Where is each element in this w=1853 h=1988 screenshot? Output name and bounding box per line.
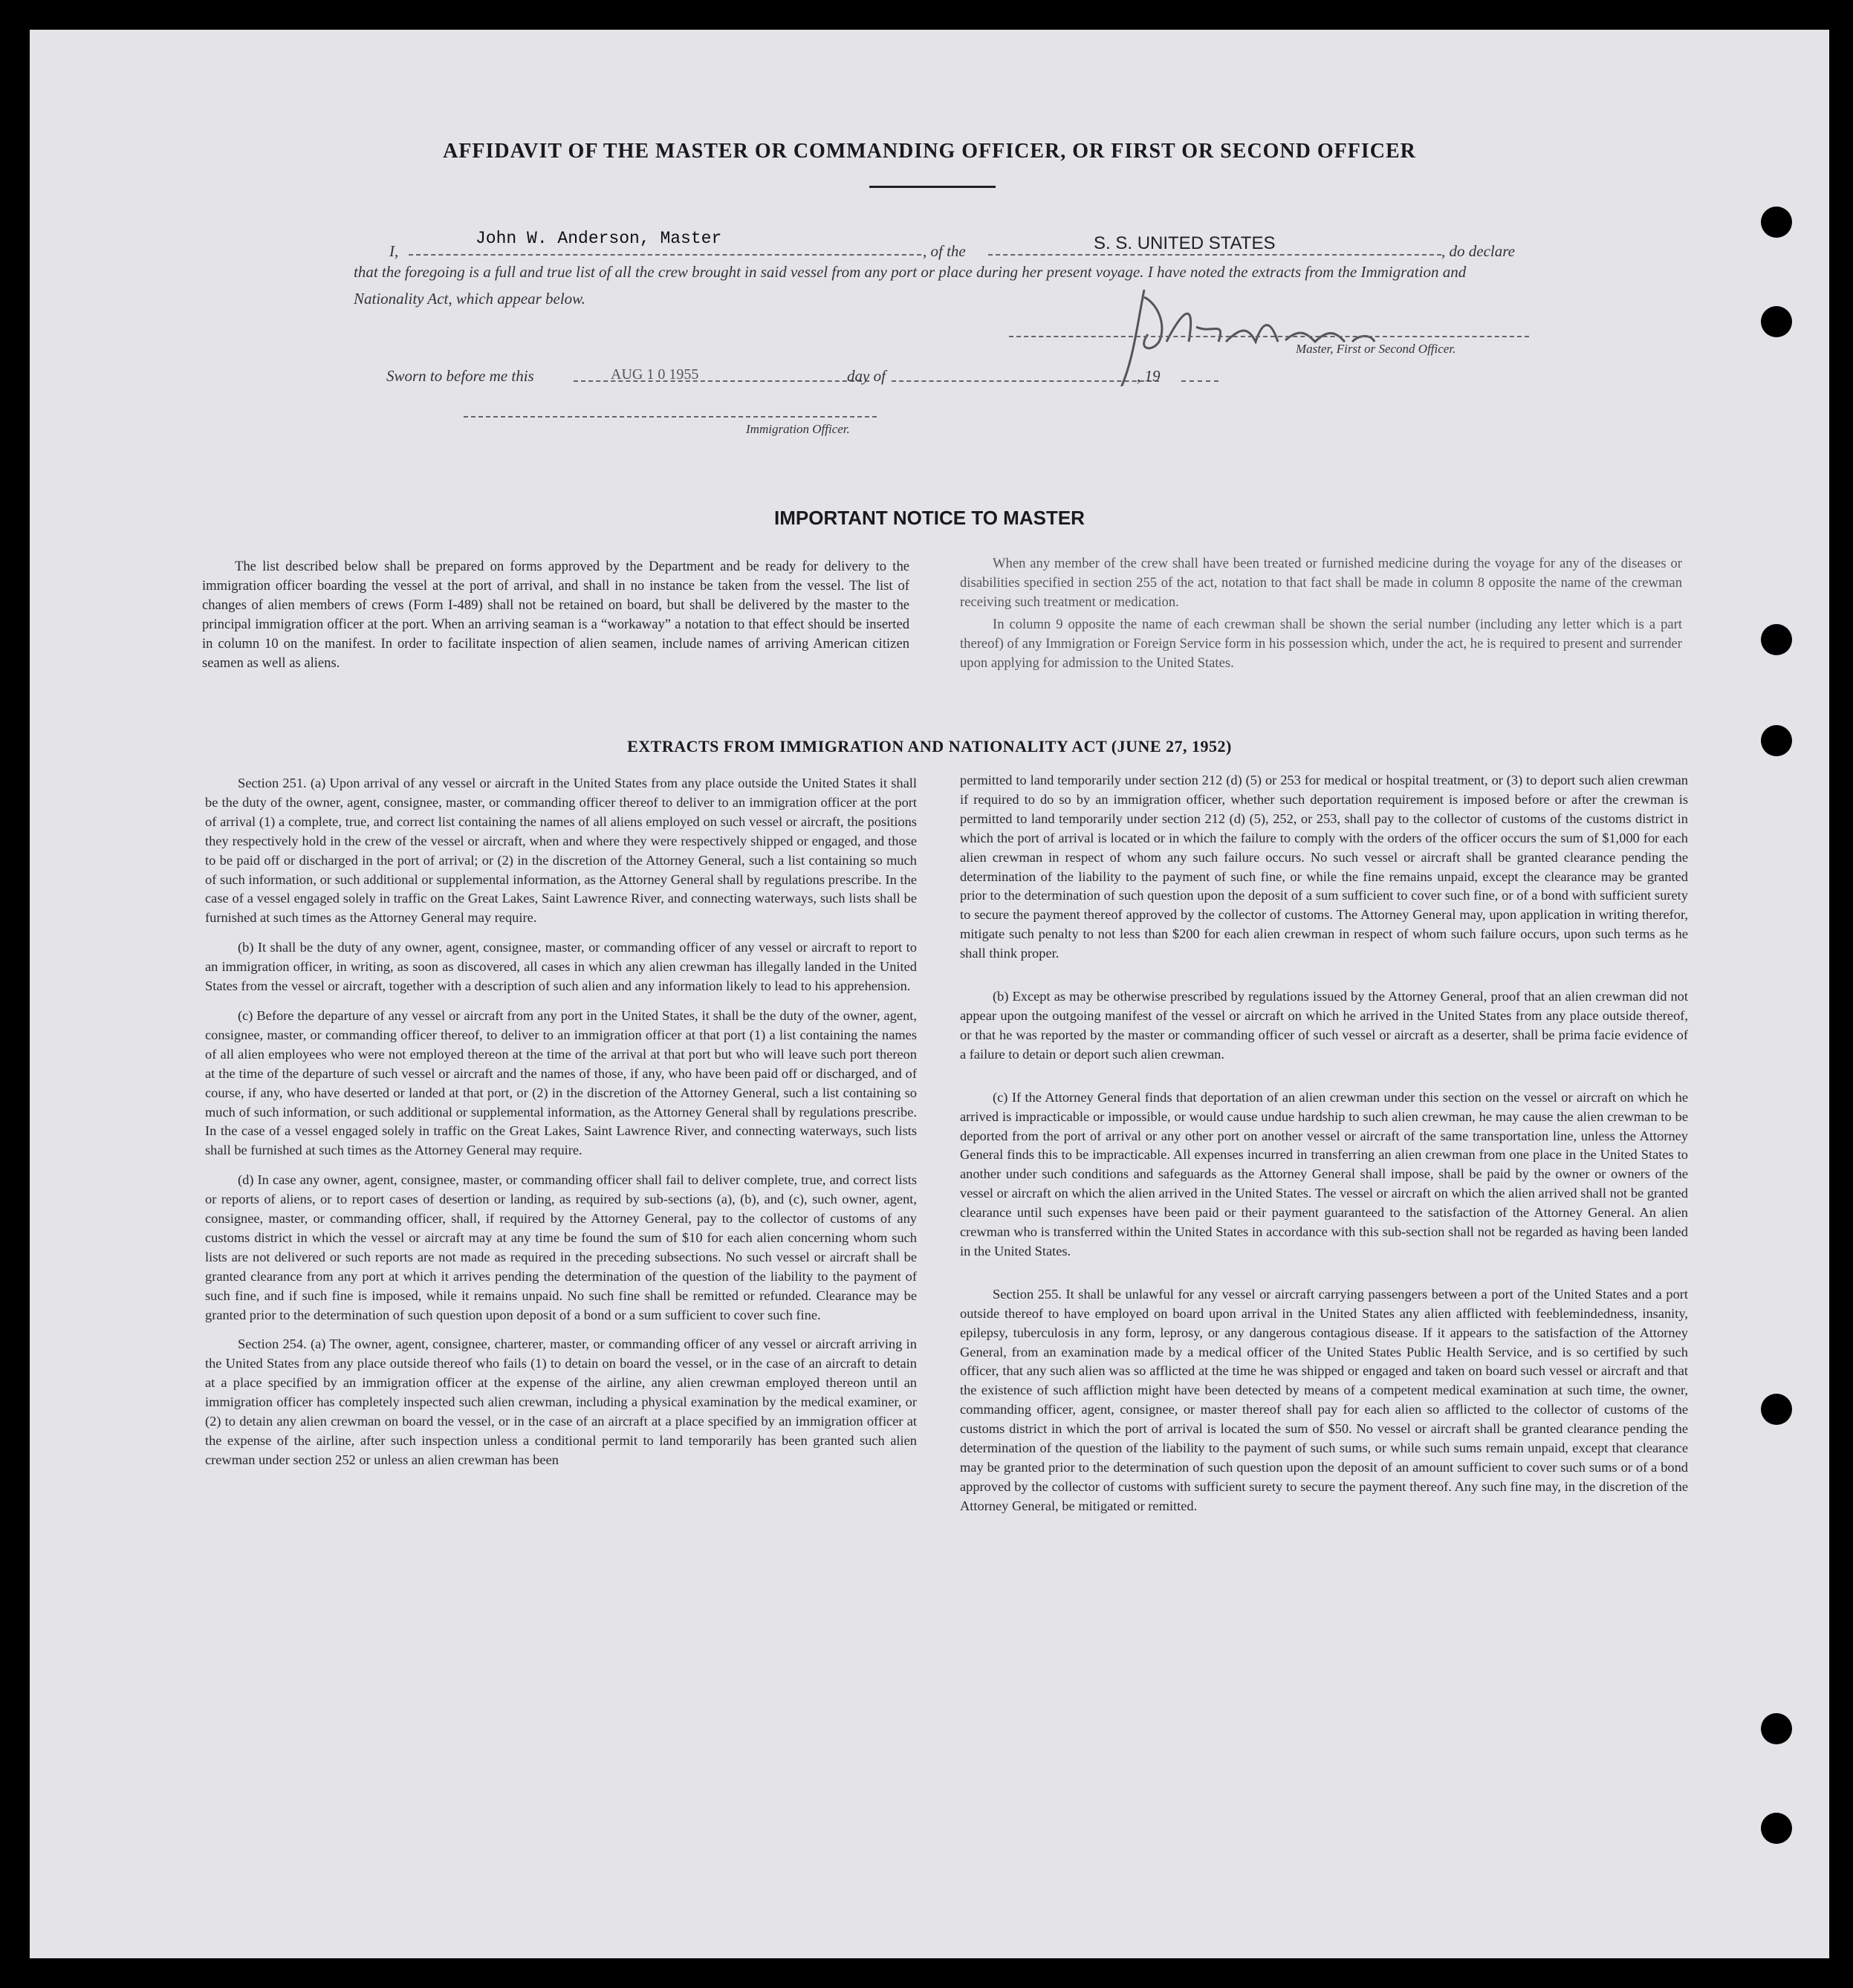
- notice-left-paragraph: The list described below shall be prepared on forms approved by the Department and be ready for delivery to the immigration officer boarding the vessel at the port of arrival, and shall in no instance be taken from the vessel. The list of changes of alien members of crews (Form I-489) shall not be retained on board, but shall be delivered by the master to the principal immigration officer at the port. When an arriving seaman is a “workaway” a notation to that effect should be inserted in column 10 on the manifest. In order to facilitate inspection of alien seamen, include names of arriving American citizen seamen as well as aliens.: [202, 559, 909, 671]
- extract-paragraph: (d) In case any owner, agent, consignee, master, or commanding officer shall fail to deliver complete, true, and correct lists or reports of aliens, or to report cases of desertion or landing, as required by sub-sections (a), (b), and (c), such owner, agent, consignee, master, or commanding officer, shall, if required by the Attorney General, pay to the collector of customs of any customs district in which the vessel or aircraft may at any time be found the sum of $10 for each alien concerning whom such lists are not delivered or such reports are not made as required in the preceding subsections. No such vessel or aircraft shall be granted clearance from any port at which it arrives pending the determination of the question of the liability to the payment of such fine, and if such fine is imposed, while it remains unpaid. No such fine shall be remitted or refunded. Clearance may be granted prior to the determination of such question upon deposit of a bond or a sum sufficient to cover such fine.: [205, 1172, 917, 1322]
- notice-right-paragraph: In column 9 opposite the name of each crewman shall be shown the serial number (including any letter which is a part thereof) of any Immigration or Foreign Service form in his possession which, under the act, he is required to present and surrender upon applying for admission to the United States.: [960, 617, 1682, 671]
- extract-paragraph: (c) Before the departure of any vessel or aircraft from any port in the United States, it shall be the duty of the owner, agent, consignee, master, or commanding officer thereof, to deliver to an immigration officer at that port (1) a list containing the names of all alien employees who were not employed thereon at the time of the arrival at that port but who will leave such port thereon at the time of the departure of such vessel or aircraft and the names of those, if any, who have been paid off or discharged, and of course, if any, who have deserted or landed at that port, or (2) in the discretion of the Attorney General, such a list containing so much of such information, or such additional or supplemental information, as the Attorney General shall by regulations prescribe. In the case of a vessel engaged solely in traffic on the Great Lakes, Saint Lawrence River, and connecting waterways, such lists shall be furnished at such times as the Attorney General may require.: [205, 1007, 917, 1158]
- year-line: [1181, 380, 1218, 382]
- year-label: , 19: [1137, 367, 1161, 385]
- of-the-label: , of the: [923, 242, 966, 260]
- master-signature: [1114, 282, 1427, 386]
- date-stamp: AUG 1 0 1955: [611, 366, 699, 383]
- extracts-right-column: [960, 771, 1688, 1527]
- do-declare-label: , do declare: [1441, 242, 1515, 260]
- notice-right-column: [960, 554, 1682, 683]
- notice-title: IMPORTANT NOTICE TO MASTER: [774, 507, 1085, 529]
- title-rule: [869, 186, 996, 188]
- extracts-title: EXTRACTS FROM IMMIGRATION AND NATIONALITY ACT (JUNE 27, 1952): [627, 737, 1232, 756]
- month-line: [892, 380, 1159, 382]
- officer-caption: Immigration Officer.: [746, 422, 850, 436]
- vessel-field-line: [988, 254, 1441, 256]
- declaration-text: that the foregoing is a full and true list of all the crew brought in said vessel from any port or place during her present voyage. I have noted the extracts from the Immigration and Nationality Act, which appear below.: [354, 263, 1467, 308]
- notice-left-column: [202, 557, 909, 683]
- extract-paragraph: Section 254. (a) The owner, agent, consignee, charterer, master, or commanding officer of any vessel or aircraft arriving in the United States from any place outside thereof who fails (1) to detain on board the vessel, or in the case of an aircraft to detain at a place specified by an immigration officer at the expense of the airline, any alien crewman employed thereon until an immigration officer has completely inspected such alien crewman, including a physical examination by the medical examiner, or (2) to detain any alien crewman on board the vessel, or in the case of an aircraft at a place specified by an immigration officer at the expense of the airline, after such inspection unless a conditional permit to land temporarily has been granted such alien crewman under section 252 or unless an alien crewman has been: [205, 1336, 917, 1467]
- officer-signature-line: [464, 416, 877, 418]
- sworn-label: Sworn to before me this: [386, 367, 534, 385]
- extract-paragraph: (c) If the Attorney General finds that deportation of an alien crewman under this section on the vessel or aircraft on which he arrived is impracticable or impossible, or would cause undue hardship to such alien crewman, he may cause the alien crewman to be deported from the port of arrival or any other port on another vessel or aircraft of the same transportation line, unless the Attorney General finds this to be impracticable. All expenses incurred in transferring an alien crewman from one place in the United States to another under such conditions and safeguards as the Attorney General shall impose, shall be paid by the owner or owners of the vessel or aircraft on which the alien arrived in the United States. The vessel or aircraft on which the alien arrived shall not be granted clearance until such expenses have been paid or their payment guaranteed to the satisfaction of the Attorney General. An alien crewman who is transferred within the United States in accordance with this sub-section shall not be regarded as having been landed in the United States.: [960, 1089, 1688, 1258]
- binder-hole: [1761, 207, 1792, 238]
- extract-paragraph: permitted to land temporarily under section 212 (d) (5) or 253 for medical or hospital treatment, or (3) to deport such alien crewman if required to do so by an immigration officer, whether such deportation requirement is imposed before or after the crewman is permitted to land temporarily under section 212 (d) (5), 252, or 253, shall pay to the collector of customs of the customs district in which the port of arrival is located or in which the failure to comply with the orders of the officer occurs the sum of $1,000 for each alien crewman in respect of whom any such failure occurs. No such vessel or aircraft shall be granted clearance pending the determination of the liability to the payment of such fine, or while the fine remains unpaid, except the clearance may be granted prior to the determination of such question upon the deposit of a sum sufficient to cover such fine, or of a bond with sufficient surety to secure the payment thereof approved by the collector of customs. The Attorney General may, upon application in writing therefor, mitigate such penalty to not less than $200 for each alien crewman in respect of whom such failure occurs, upon such terms as he shall think proper.: [960, 773, 1688, 961]
- extract-paragraph: Section 255. It shall be unlawful for any vessel or aircraft carrying passengers between a port of the United States and a port outside thereof to have employed on board upon arrival in the United States any alien afflicted with feeblemindedness, insanity, epilepsy, tuberculosis in any form, leprosy, or any dangerous contagious disease. If it appears to the satisfaction of the Attorney General, from an examination made by a medical officer of the United States Public Health Service, and is so certified by such officer, that any such alien was so afflicted at the time he was shipped or engaged and taken on board such vessel or aircraft and that the existence of such affliction might have been detected by means of a competent medical examination at such time, the owner, commanding officer, agent, consignee, or master thereof shall pay for each alien so afflicted to the collector of customs of the customs district in which the port of arrival is located the sum of $50. No vessel or aircraft shall be granted clearance pending the determination of the question of the liability to the payment of such sums, or while such sums remain unpaid, except that clearance may be granted prior to the determination of such question upon the deposit of an amount sufficient to cover such sums or of a bond approved by the collector of customs with sufficient surety to secure the payment thereof. Any such fine may, in the discretion of the Attorney General, be mitigated or remitted.: [960, 1286, 1688, 1513]
- binder-hole: [1761, 1813, 1792, 1844]
- extract-paragraph: (b) Except as may be otherwise prescribed by regulations issued by the Attorney General, proof that an alien crewman did not appear upon the outgoing manifest of the vessel or aircraft on which he arrived in the United States from any place outside thereof, or that he was reported by the master or commanding officer of such vessel or aircraft as a deserter, shall be prima facie evidence of a failure to detain or deport such alien crewman.: [960, 989, 1688, 1062]
- binder-hole: [1761, 1394, 1792, 1425]
- extract-paragraph: Section 251. (a) Upon arrival of any vessel or aircraft in the United States from any place outside the United States it shall be the duty of the owner, agent, consignee, master, or commanding officer thereof to deliver to an immigration officer at the port of arrival (1) a complete, true, and correct list containing the names of all aliens employed on such vessel or aircraft, the positions they respectively hold in the crew of the vessel or aircraft, when and where they were respectively shipped or engaged, and those to be paid off or discharged in the port of arrival; or (2) in the discretion of the Attorney General, such a list containing so much of such information, or such additional or supplemental information, as the Attorney General shall by regulations prescribe. In the case of a vessel engaged solely in traffic on the Great Lakes, Saint Lawrence River, and connecting waterways, such lists shall be furnished at such times as the Attorney General may require.: [205, 776, 917, 926]
- signature-caption: Master, First or Second Officer.: [1296, 342, 1456, 356]
- day-of-label: day of: [847, 367, 886, 385]
- master-name: John W. Anderson, Master: [476, 229, 722, 248]
- vessel-name: S. S. UNITED STATES: [1094, 233, 1276, 253]
- binder-hole: [1761, 306, 1792, 337]
- name-field-line: [409, 254, 921, 256]
- extracts-left-column: [205, 774, 917, 1481]
- notice-right-paragraph: When any member of the crew shall have been treated or furnished medicine during the voyage for any of the diseases or disabilities specified in section 255 of the act, notation to that fact shall be made in column 8 opposite the name of the crewman receiving such treatment or medication.: [960, 556, 1682, 610]
- extract-paragraph: (b) It shall be the duty of any owner, agent, consignee, master, or commanding officer of any vessel or aircraft to report to an immigration officer, in writing, as soon as discovered, all cases in which any alien crewman has illegally landed in the United States from the vessel or aircraft, together with a description of such alien and any information likely to lead to his apprehension.: [205, 940, 917, 994]
- binder-hole: [1761, 1713, 1792, 1744]
- document-page: [30, 30, 1829, 1958]
- binder-hole: [1761, 624, 1792, 655]
- i-label: I,: [389, 242, 399, 260]
- affidavit-title: AFFIDAVIT OF THE MASTER OR COMMANDING OFFICER, OR FIRST OR SECOND OFFICER: [443, 140, 1416, 163]
- signature-line: [1009, 336, 1529, 337]
